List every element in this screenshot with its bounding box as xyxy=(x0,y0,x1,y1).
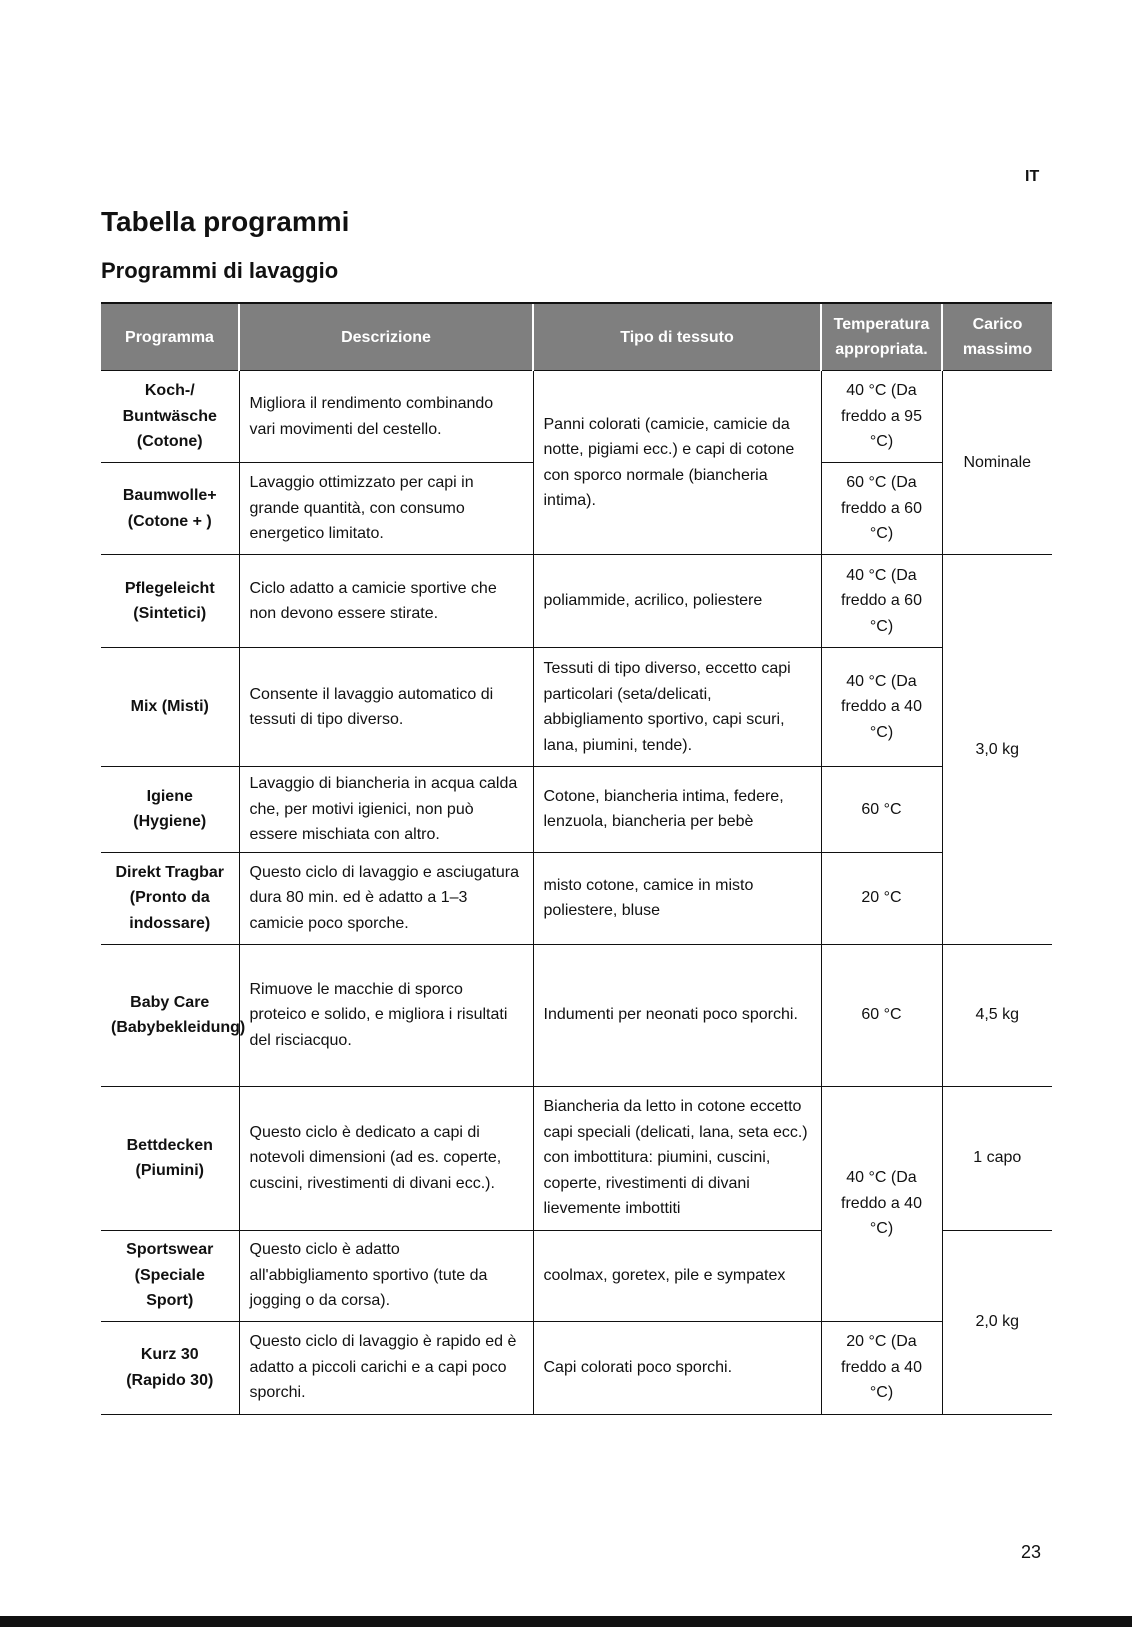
table-row xyxy=(101,1086,1052,1230)
section-subtitle: Programmi di lavaggio xyxy=(101,258,339,283)
table-row xyxy=(101,767,1052,853)
temperature: 20 °C xyxy=(821,852,942,944)
header-program: Programma xyxy=(101,303,239,371)
fabric-type: poliammide, acrilico, poliestere xyxy=(533,555,821,648)
program-description: Consente il lavaggio automatico di tessuti di tipo diverso. xyxy=(239,648,533,767)
temperature: 20 °C (Da freddo a 40 °C) xyxy=(821,1321,942,1414)
program-name: Baby Care (Babybekleidung) xyxy=(101,944,239,1086)
fabric-type: Capi colorati poco sporchi. xyxy=(533,1321,821,1414)
page-number: 23 xyxy=(1021,1542,1042,1562)
program-description: Questo ciclo di lavaggio è rapido ed è adatto a piccoli carichi e a capi poco sporchi. xyxy=(239,1321,533,1414)
table-row xyxy=(101,852,1052,944)
language-code: IT xyxy=(1025,168,1040,185)
header-temperature: Temperatura appropriata. xyxy=(821,303,942,371)
table-row xyxy=(101,944,1052,1086)
temperature: 40 °C (Da freddo a 40 °C) xyxy=(821,648,942,767)
program-description: Questo ciclo di lavaggio e asciugatura dura 80 min. ed è adatto a 1–3 camicie poco sporche. xyxy=(239,852,533,944)
program-name: Direkt Tragbar (Pronto da indossare) xyxy=(101,852,239,944)
temperature: 40 °C (Da freddo a 40 °C) xyxy=(821,1086,942,1321)
program-name: Kurz 30 (Rapido 30) xyxy=(101,1321,239,1414)
temperature: 40 °C (Da freddo a 95 °C) xyxy=(821,371,942,463)
header-description: Descrizione xyxy=(239,303,533,371)
table-header-row xyxy=(101,303,1052,371)
program-description: Migliora il rendimento combinando vari movimenti del cestello. xyxy=(239,371,533,463)
page-title: Tabella programmi xyxy=(101,206,350,237)
program-description: Rimuove le macchie di sporco proteico e solido, e migliora i risultati del risciacquo. xyxy=(239,944,533,1086)
temperature: 60 °C (Da freddo a 60 °C) xyxy=(821,463,942,555)
table-row xyxy=(101,555,1052,648)
program-name: Bettdecken (Piumini) xyxy=(101,1086,239,1230)
temperature: 40 °C (Da freddo a 60 °C) xyxy=(821,555,942,648)
header-fabric: Tipo di tessuto xyxy=(533,303,821,371)
program-name: Igiene (Hygiene) xyxy=(101,767,239,853)
programs-table xyxy=(101,302,1052,1415)
fabric-type: Cotone, biancheria intima, federe, lenzuola, biancheria per bebè xyxy=(533,767,821,853)
table-row xyxy=(101,648,1052,767)
program-description: Lavaggio ottimizzato per capi in grande quantità, con consumo energetico limitato. xyxy=(239,463,533,555)
max-load: 2,0 kg xyxy=(942,1230,1052,1414)
program-description: Ciclo adatto a camicie sportive che non devono essere stirate. xyxy=(239,555,533,648)
fabric-type: misto cotone, camice in misto poliestere, bluse xyxy=(533,852,821,944)
program-name: Pflegeleicht (Sintetici) xyxy=(101,555,239,648)
fabric-type: coolmax, goretex, pile e sympatex xyxy=(533,1230,821,1321)
program-name: Sportswear (Speciale Sport) xyxy=(101,1230,239,1321)
fabric-type: Biancheria da letto in cotone eccetto capi speciali (delicati, lana, seta ecc.) con imbottitura: piumini, cuscini, coperte, rivestimenti di divani lievemente imbottiti xyxy=(533,1086,821,1230)
program-description: Questo ciclo è dedicato a capi di notevoli dimensioni (ad es. coperte, cuscini, rivestimenti di divani ecc.). xyxy=(239,1086,533,1230)
max-load: 1 capo xyxy=(942,1086,1052,1230)
program-name: Mix (Misti) xyxy=(101,648,239,767)
program-description: Questo ciclo è adatto all'abbigliamento sportivo (tute da jogging o da corsa). xyxy=(239,1230,533,1321)
max-load: 3,0 kg xyxy=(942,555,1052,945)
bottom-border xyxy=(0,1616,1132,1627)
fabric-type: Tessuti di tipo diverso, eccetto capi particolari (seta/delicati, abbigliamento sportivo, capi scuri, lana, piumini, tende). xyxy=(533,648,821,767)
fabric-type: Panni colorati (camicie, camicie da notte, pigiami ecc.) e capi di cotone con sporco normale (biancheria intima). xyxy=(533,371,821,555)
max-load: Nominale xyxy=(942,371,1052,555)
program-name: Baumwolle+ (Cotone + ) xyxy=(101,463,239,555)
program-name: Koch-/ Buntwäsche (Cotone) xyxy=(101,371,239,463)
max-load: 4,5 kg xyxy=(942,944,1052,1086)
table-row xyxy=(101,371,1052,463)
program-description: Lavaggio di biancheria in acqua calda che, per motivi igienici, non può essere mischiata con altro. xyxy=(239,767,533,853)
table-row xyxy=(101,1321,1052,1414)
header-load: Carico massimo xyxy=(942,303,1052,371)
temperature: 60 °C xyxy=(821,944,942,1086)
fabric-type: Indumenti per neonati poco sporchi. xyxy=(533,944,821,1086)
temperature: 60 °C xyxy=(821,767,942,853)
